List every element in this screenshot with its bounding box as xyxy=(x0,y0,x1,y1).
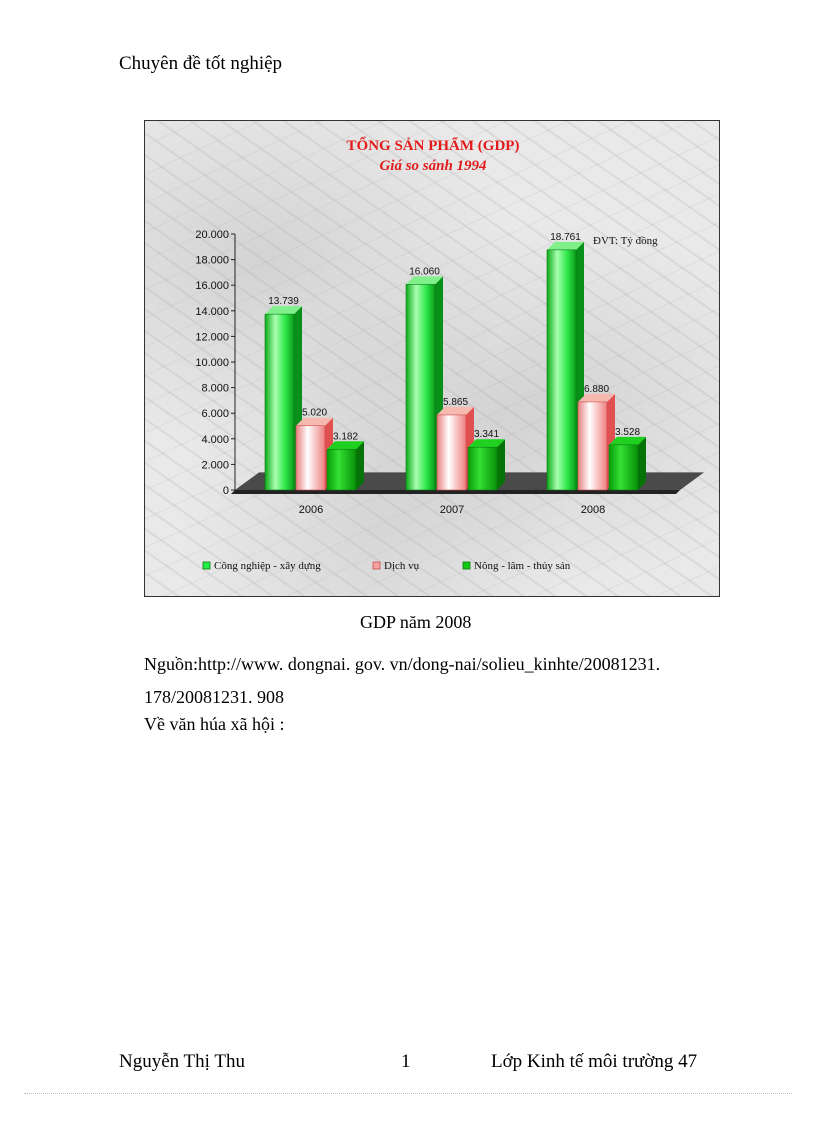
source-line-2: 178/20081231. 908 xyxy=(144,687,285,707)
legend-swatch xyxy=(203,562,210,569)
x-tick-label: 2008 xyxy=(580,504,606,516)
source-line-1: Nguồn:http://www. dongnai. gov. vn/dong-nai/solieu_kinhte/20081231. xyxy=(144,654,661,674)
data-label: 18.761 xyxy=(550,231,581,243)
bar xyxy=(609,445,638,490)
source-text xyxy=(144,648,694,714)
y-tick-label: 8.000 xyxy=(201,382,229,395)
bar-side xyxy=(356,441,364,490)
data-label: 3.182 xyxy=(332,431,359,443)
bar-side xyxy=(638,437,646,490)
legend-label: Dịch vụ xyxy=(384,560,420,572)
bar xyxy=(468,447,497,490)
chart-canvas xyxy=(145,121,720,597)
bar xyxy=(578,402,607,490)
section-title: Về văn húa xã hội : xyxy=(144,714,285,734)
data-label: 6.880 xyxy=(583,383,610,395)
x-tick-label: 2007 xyxy=(439,504,465,516)
legend-label: Nông - lâm - thủy sản xyxy=(474,560,571,572)
chart-title: TỔNG SẢN PHẨM (GDP) xyxy=(346,138,520,154)
bar xyxy=(547,250,576,490)
legend-swatch xyxy=(463,562,470,569)
bar xyxy=(296,426,325,490)
bar xyxy=(406,284,435,490)
gdp-chart xyxy=(144,120,720,597)
footer-class: Lớp Kinh tế môi trường 47 xyxy=(491,1051,698,1072)
y-tick-label: 10.000 xyxy=(195,357,229,369)
unit-label: ĐVT: Tỷ đồng xyxy=(593,235,658,247)
chart-floor-edge xyxy=(231,490,680,494)
legend-label: Công nghiệp - xây dựng xyxy=(214,560,321,572)
page-header: Chuyên đề tốt nghiệp xyxy=(119,53,283,74)
legend-swatch xyxy=(373,562,380,569)
y-tick-label: 12.000 xyxy=(195,331,229,344)
chart-subtitle: Giá so sánh 1994 xyxy=(379,158,487,174)
bar-side xyxy=(497,439,505,490)
data-label: 16.060 xyxy=(409,266,440,278)
footer-page-number: 1 xyxy=(401,1051,411,1072)
page-bottom-rule xyxy=(24,1093,792,1094)
data-label: 3.341 xyxy=(473,429,500,441)
y-tick-label: 2.000 xyxy=(201,459,229,472)
y-tick-label: 6.000 xyxy=(201,408,229,421)
y-tick-label: 0 xyxy=(222,485,229,497)
y-tick-label: 4.000 xyxy=(201,433,229,446)
y-tick-label: 20.000 xyxy=(195,229,229,241)
bar xyxy=(265,314,294,490)
y-tick-label: 16.000 xyxy=(195,280,229,293)
data-label: 13.739 xyxy=(268,296,299,308)
y-tick-label: 14.000 xyxy=(195,305,229,318)
data-label: 5.865 xyxy=(442,396,469,408)
data-label: 3.528 xyxy=(614,426,641,438)
chart-caption: GDP năm 2008 xyxy=(360,612,472,632)
bar xyxy=(437,415,466,490)
y-tick-label: 18.000 xyxy=(195,254,229,267)
footer-author: Nguyễn Thị Thu xyxy=(119,1051,245,1072)
x-tick-label: 2006 xyxy=(298,504,324,516)
bar xyxy=(327,449,356,490)
data-label: 5.020 xyxy=(301,407,328,419)
